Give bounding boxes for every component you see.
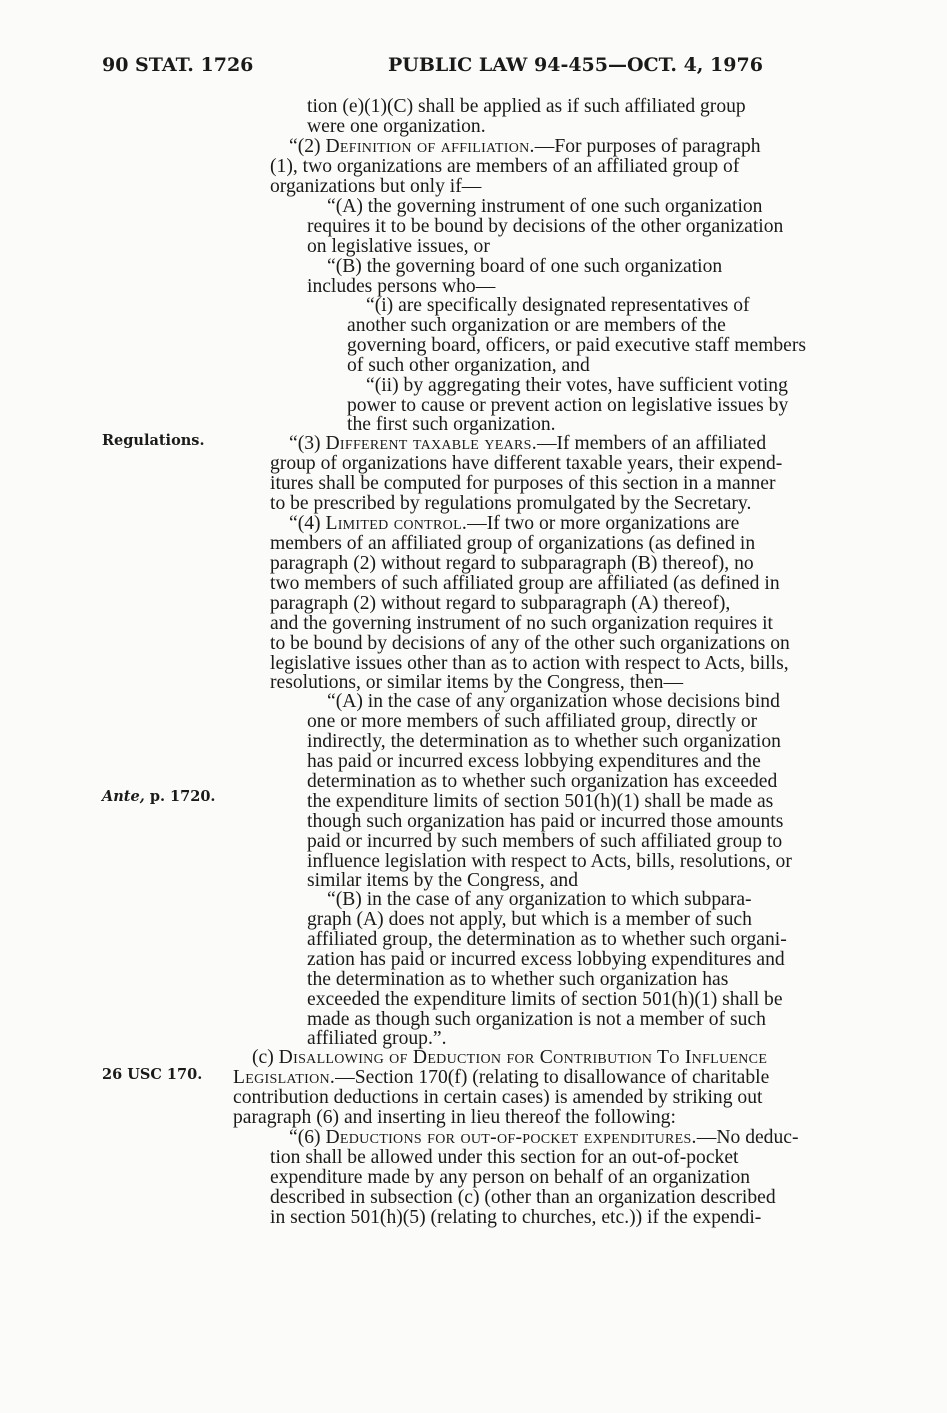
text-line: similar items by the Congress, and <box>307 870 579 891</box>
text-line: another such organization or are members of the <box>347 315 726 336</box>
text-line: two members of such affiliated group are affiliated (as defined in <box>270 573 780 594</box>
line-text: —If two or more organizations are <box>467 513 740 534</box>
text-line <box>289 137 761 157</box>
text-line: to be prescribed by regulations promulgated by the Secretary. <box>270 493 752 514</box>
text-line: were one organization. <box>307 116 486 137</box>
text-line: affiliated group.”. <box>307 1028 447 1049</box>
line-text: —For purposes of paragraph <box>534 136 761 157</box>
text-line: influence legislation with respect to Acts, bills, resolutions, or <box>307 851 792 872</box>
section-heading: Legislation. <box>233 1067 336 1088</box>
text-line: organizations but only if— <box>270 176 482 197</box>
line-text: —If members of an affiliated <box>536 433 767 454</box>
text-line: of such other organization, and <box>347 355 590 376</box>
text-line: and the governing instrument of no such organization requires it <box>270 613 773 634</box>
text-line: “(B) in the case of any organization to which subpara- <box>327 889 752 910</box>
text-line: (1), two organizations are members of an affiliated group of <box>270 156 740 177</box>
stat-page-number: 90 STAT. 1726 <box>102 54 254 76</box>
text-line: members of an affiliated group of organizations (as defined in <box>270 533 756 554</box>
text-line: “(i) are specifically designated representatives of <box>366 295 750 316</box>
text-line: requires it to be bound by decisions of the other organization <box>307 216 784 237</box>
text-line: in section 501(h)(5) (relating to churches, etc.)) if the expendi- <box>270 1207 762 1228</box>
text-line: zation has paid or incurred excess lobbying expenditures and <box>307 949 785 970</box>
ante-page: p. 1720. <box>144 788 216 805</box>
text-line: paragraph (2) without regard to subparagraph (A) thereof), <box>270 593 731 614</box>
text-line: determination as to whether such organization has exceeded <box>307 771 778 792</box>
public-law-title: PUBLIC LAW 94-455—OCT. 4, 1976 <box>388 54 763 76</box>
text-line: has paid or incurred excess lobbying expenditures and the <box>307 751 761 772</box>
text-line: affiliated group, the determination as to whether such organi- <box>307 929 787 950</box>
text-line: paragraph (2) without regard to subparagraph (B) thereof), no <box>270 553 754 574</box>
line-text: —No deduc- <box>696 1127 799 1148</box>
text-line <box>289 1128 799 1148</box>
text-line: resolutions, or similar items by the Congress, then— <box>270 672 684 693</box>
text-line: the determination as to whether such organization has <box>307 969 729 990</box>
text-line: group of organizations have different taxable years, their expend- <box>270 453 783 474</box>
text-line: to be bound by decisions of any of the other such organizations on <box>270 633 790 654</box>
text-line: “(A) the governing instrument of one such organization <box>327 196 763 217</box>
ante-word: Ante, <box>102 788 145 805</box>
text-line: one or more members of such affiliated group, directly or <box>307 711 758 732</box>
text-line: indirectly, the determination as to whether such organization <box>307 731 781 752</box>
text-line <box>289 514 739 534</box>
text-line: paid or incurred by such members of such affiliated group to <box>307 831 783 852</box>
text-line: made as though such organization is not a member of such <box>307 1009 766 1030</box>
text-line: legislative issues other than as to action with respect to Acts, bills, <box>270 653 789 674</box>
section-heading: Limited control. <box>325 513 468 534</box>
text-line: governing board, officers, or paid executive staff members <box>347 335 807 356</box>
text-line: “(B) the governing board of one such organization <box>327 256 723 277</box>
text-line: “(A) in the case of any organization whose decisions bind <box>327 691 780 712</box>
para-number: “(3) <box>289 433 326 454</box>
section-heading: Definition of affiliation. <box>325 136 535 157</box>
text-line: includes persons who— <box>307 276 496 297</box>
section-heading: Disallowing of Deduction for Contribution To Influence <box>278 1047 768 1068</box>
margin-note-ante <box>102 788 215 805</box>
text-line <box>252 1048 767 1068</box>
text-line: tion shall be allowed under this section for an out-of-pocket <box>270 1147 739 1168</box>
text-line: the first such organization. <box>347 414 556 435</box>
text-line <box>233 1068 769 1088</box>
para-number: “(2) <box>289 136 326 157</box>
text-line: “(ii) by aggregating their votes, have sufficient voting <box>366 375 788 396</box>
text-line: paragraph (6) and inserting in lieu thereof the following: <box>233 1107 676 1128</box>
text-line: exceeded the expenditure limits of section 501(h)(1) shall be <box>307 989 783 1010</box>
text-line: on legislative issues, or <box>307 236 490 257</box>
text-line: contribution deductions in certain cases) is amended by striking out <box>233 1087 763 1108</box>
section-heading: Deductions for out-of-pocket expenditures. <box>325 1127 697 1148</box>
text-line: tion (e)(1)(C) shall be applied as if such affiliated group <box>307 96 746 117</box>
section-heading: Different taxable years. <box>325 433 537 454</box>
line-text: —Section 170(f) (relating to disallowance of charitable <box>335 1067 770 1088</box>
para-number: “(6) <box>289 1127 326 1148</box>
para-number: “(4) <box>289 513 326 534</box>
margin-note-regulations: Regulations. <box>102 432 205 449</box>
text-line: power to cause or prevent action on legislative issues by <box>347 395 789 416</box>
text-line <box>289 434 766 454</box>
text-line: described in subsection (c) (other than an organization described <box>270 1187 776 1208</box>
subsection-number: (c) <box>252 1047 279 1068</box>
text-line: expenditure made by any person on behalf of an organization <box>270 1167 751 1188</box>
text-line: graph (A) does not apply, but which is a member of such <box>307 909 752 930</box>
margin-note-usc: 26 USC 170. <box>102 1066 203 1083</box>
text-line: itures shall be computed for purposes of this section in a manner <box>270 473 776 494</box>
text-line: the expenditure limits of section 501(h)(1) shall be made as <box>307 791 774 812</box>
text-line: though such organization has paid or incurred those amounts <box>307 811 784 832</box>
